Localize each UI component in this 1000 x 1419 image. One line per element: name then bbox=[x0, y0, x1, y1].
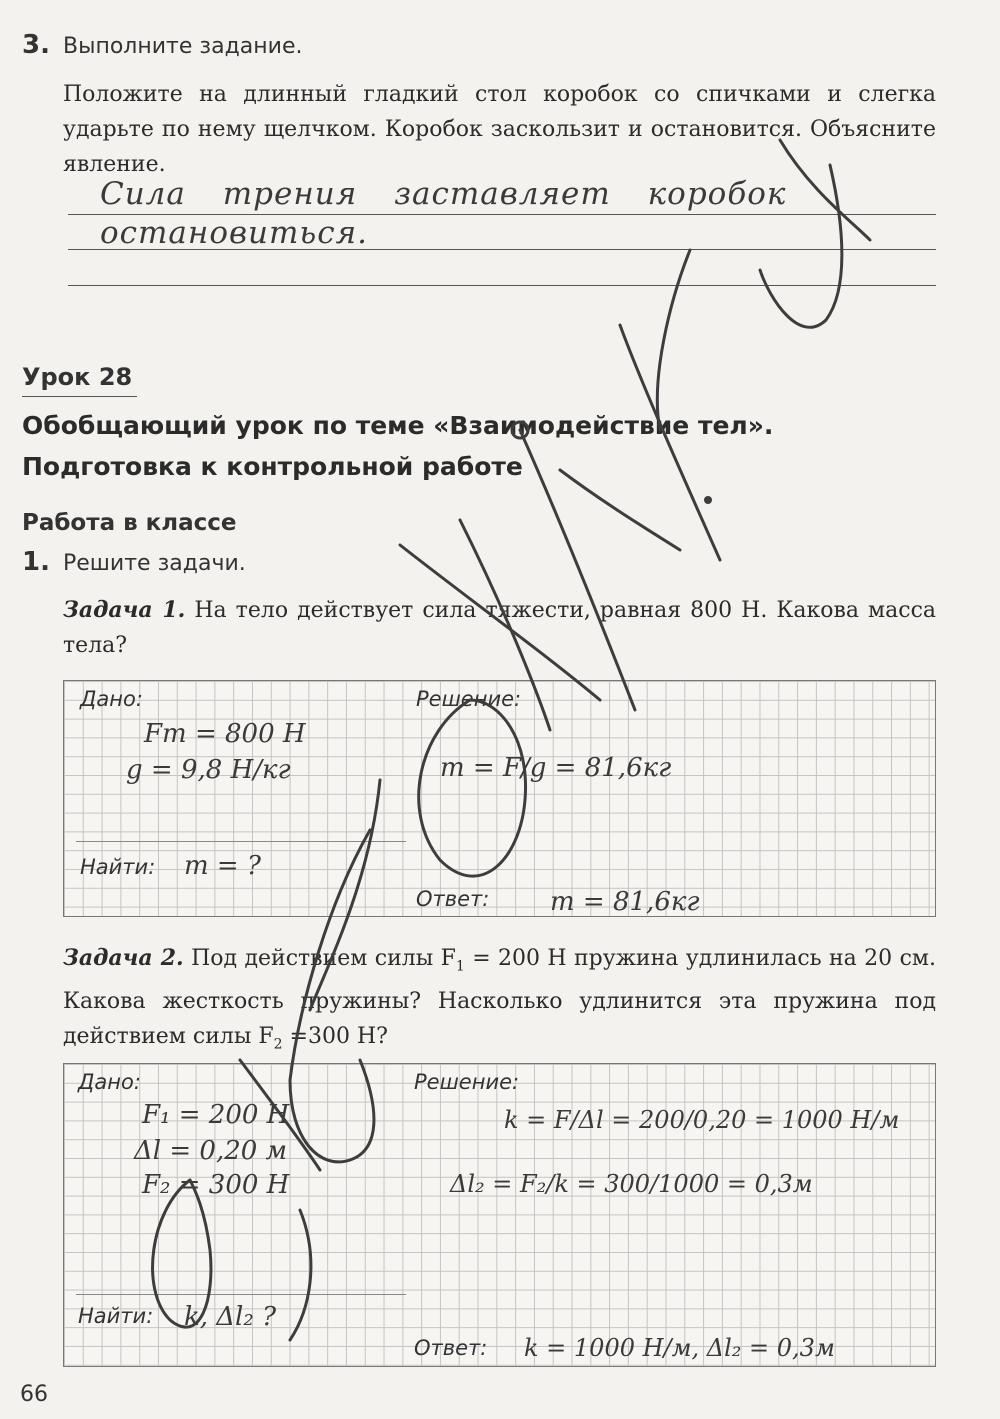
problem-2-answer-label: Ответ: bbox=[414, 1336, 488, 1360]
problem-2-hw-find: k, Δl₂ ? bbox=[184, 1302, 277, 1332]
problem-1-answer-label: Ответ: bbox=[416, 887, 490, 911]
problem-2-grid bbox=[63, 1063, 936, 1367]
scribble-stroke-6 bbox=[520, 430, 635, 710]
problem-1-grid bbox=[63, 680, 936, 917]
problem-1-hw-answer: m = 81,6кг bbox=[550, 887, 700, 917]
task-1-number: 1. bbox=[22, 547, 50, 577]
scribble-small-dot bbox=[704, 496, 712, 504]
problem-2-text-block bbox=[63, 941, 936, 1063]
problem-1-label: Задача 1. bbox=[63, 597, 186, 623]
problem-1-find-label: Найти: bbox=[80, 855, 156, 879]
scribble-stroke-5 bbox=[560, 470, 680, 550]
problem-2-hw-given-3: F₂ = 300 Н bbox=[142, 1170, 290, 1200]
lesson-title-line-1: Обобщающий урок по теме «Взаимодействие тел». bbox=[22, 411, 774, 440]
problem-1-hw-given-1: Fт = 800 Н bbox=[144, 719, 306, 749]
problem-1-text: На тело действует сила тяжести, равная 800 Н. Какова масса тела? bbox=[63, 598, 937, 658]
task-3-text: Положите на длинный гладкий стол коробок со спичками и слегка ударьте по нему щелчком. Коробок заскользит и остановится. Объясните явление. bbox=[63, 82, 936, 177]
problem-2-solution-label: Решение: bbox=[414, 1070, 520, 1094]
answer-line-3 bbox=[68, 285, 936, 286]
problem-1-text-block bbox=[63, 593, 936, 663]
problem-1-given-divider bbox=[76, 841, 406, 842]
problem-2-text-part-1: Под действием силы F bbox=[191, 946, 456, 971]
problem-2-hw-solution-2: Δl₂ = F₂/k = 300/1000 = 0,3м bbox=[450, 1170, 813, 1198]
problem-1-hw-given-2: g = 9,8 Н/кг bbox=[126, 755, 291, 785]
answer-line-2 bbox=[68, 249, 936, 250]
problem-2-text-part-2: = 200 Н пружина удлинилась на 20 см. Какова жесткость пружины? Насколько удлинится эта пружина под действием силы F bbox=[63, 946, 936, 1050]
problem-2-hw-answer: k = 1000 Н/м, Δl₂ = 0,3м bbox=[524, 1334, 835, 1362]
lesson-title-line-2: Подготовка к контрольной работе bbox=[22, 452, 523, 481]
problem-2-hw-given-1: F₁ = 200 Н bbox=[142, 1100, 290, 1130]
task-1-instruction: Решите задачи. bbox=[63, 551, 246, 576]
problem-1-given-label: Дано: bbox=[80, 687, 143, 711]
problem-2-hw-given-2: Δl = 0,20 м bbox=[134, 1136, 288, 1166]
problem-2-subscript-2: 2 bbox=[273, 1036, 283, 1053]
problem-2-text-part-3: =300 Н? bbox=[282, 1024, 388, 1050]
page-number: 66 bbox=[20, 1382, 48, 1407]
lesson-label: Урок 28 bbox=[22, 363, 133, 391]
problem-2-given-label: Дано: bbox=[78, 1070, 141, 1094]
task-3-number: 3. bbox=[22, 30, 50, 60]
scribble-stroke-3 bbox=[657, 250, 690, 430]
problem-2-given-divider bbox=[76, 1294, 406, 1295]
problem-2-find-label: Найти: bbox=[78, 1304, 154, 1328]
problem-1-hw-solution: m = F/g = 81,6кг bbox=[440, 753, 672, 783]
problem-2-hw-solution-1: k = F/Δl = 200/0,20 = 1000 Н/м bbox=[504, 1106, 900, 1134]
classwork-title: Работа в классе bbox=[22, 510, 237, 536]
problem-1-hw-find: m = ? bbox=[184, 851, 261, 881]
problem-2-label: Задача 2. bbox=[63, 945, 184, 971]
problem-2-subscript-1: 1 bbox=[455, 958, 465, 975]
problem-1-solution-label: Решение: bbox=[416, 687, 522, 711]
task-3-handwritten-answer-line-1: Сила трения заставляет коробок bbox=[100, 176, 787, 212]
task-3-handwritten-answer-line-2: остановиться. bbox=[100, 215, 369, 251]
task-3-instruction: Выполните задание. bbox=[63, 34, 303, 59]
lesson-label-underline bbox=[22, 396, 137, 397]
